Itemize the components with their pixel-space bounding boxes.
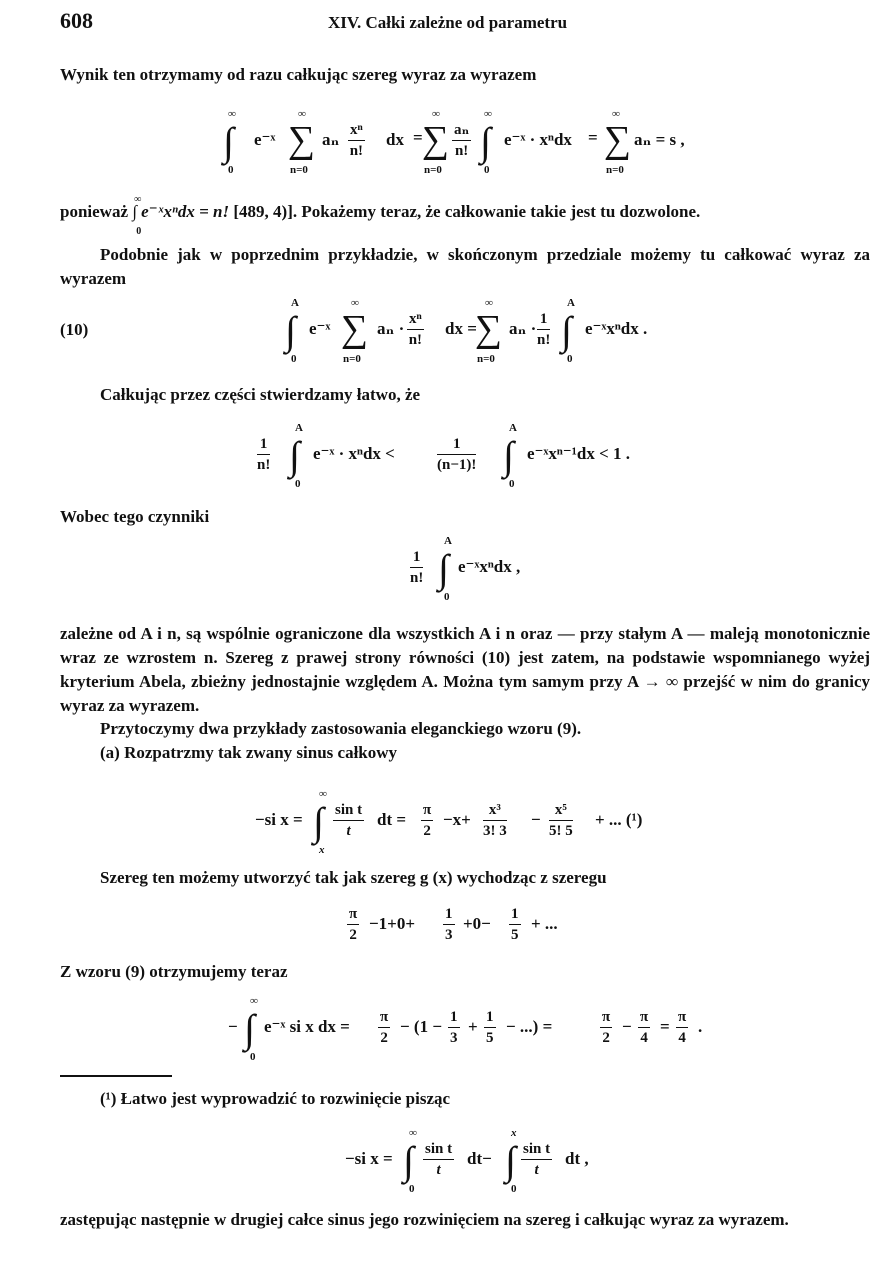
equation-series: $\frac{\pi}{2}$ −1+0+ $\frac{1}{3}$ +0− $\frac{1}{5}$ + ...	[349, 906, 558, 943]
footnote-intro: (¹) Łatwo jest wyprowadzić to rozwinięcie pisząc	[100, 1089, 451, 1108]
paragraph-intro: Wynik ten otrzymamy od razu całkując szereg wyraz za wyrazem	[60, 65, 537, 84]
equation-term-by-term: ∞ ∫ 0 e⁻ˣ ∞ ∑ n=0 aₙ $\frac{\text{xⁿ}}{n!}$ dx = ∞ ∑ n=0 $\frac{\text{aₙ}}{n!}$ ∞ ∫ 0 e⁻ˣ · xⁿdx = ∞ ∑ n=0 aₙ = s ,	[223, 108, 685, 176]
equation-label-10: (10)	[60, 320, 89, 339]
equation-inequality: $\frac{1}{n!}$ A ∫ 0 e⁻ˣ · xⁿdx < $\frac{1}{(n-1)!}$ A ∫ 0 e⁻ˣxⁿ⁻¹dx < 1 .	[257, 422, 631, 490]
paragraph-integration-by-parts: Całkując przez części stwierdzamy łatwo, że	[100, 385, 421, 404]
page-number: 608	[60, 8, 93, 33]
paragraph-formula-9: Z wzoru (9) otrzymujemy teraz	[60, 962, 288, 981]
running-title: XIV. Całki zależne od parametru	[328, 13, 568, 32]
footnote-separator	[60, 1075, 172, 1077]
paragraph-similarly: Podobnie jak w poprzednim przykładzie, w skończonym przedziale możemy tu całkować wyraz za wyrazem	[60, 245, 870, 288]
paragraph-sine-integral: (a) Rozpatrzmy tak zwany sinus całkowy	[100, 743, 398, 762]
paragraph-examples: Przytoczymy dwa przykłady zastosowania eleganckiego wzoru (9).	[100, 719, 582, 738]
equation-result: − ∞ ∫ 0 e⁻ˣ si x dx = $\frac{\pi}{2}$ − (1 − $\frac{1}{3}$ + $\frac{1}{5}$ − ...) = $\frac{\pi}{2}$ − $\frac{\pi}{4}$ = $\frac{\pi}{4}$ .	[228, 995, 703, 1063]
equation-factor: $\frac{1}{n!}$ A ∫ 0 e⁻ˣxⁿdx ,	[410, 535, 521, 603]
footnote-closing: zastępując następnie w drugiej całce sinus jego rozwinięciem na szereg i całkując wyraz za wyrazem.	[60, 1210, 789, 1229]
equation-10: A ∫ 0 e⁻ˣ ∞ ∑ n=0 aₙ · $\frac{\text{xⁿ}}{n!}$ dx = ∞ ∑ n=0 aₙ · $\frac{1}{n!}$ A ∫ 0 e⁻ˣxⁿdx .	[285, 297, 648, 365]
paragraph-since: ponieważ ∞ 0 ∫ e⁻ˣxⁿdx = n! [489, 4)]. Pokażemy teraz, że całkowanie takie jest tu dozwolone.	[60, 194, 701, 237]
paragraph-series-origin: Szereg ten możemy utworzyć tak jak szereg g (x) wychodząc z szeregu	[100, 868, 607, 887]
paragraph-abel: zależne od A i n, są wspólnie ograniczone dla wszystkich A i n oraz — przy stałym A — maleją monotonicznie wraz ze wzrostem n. Szereg z prawej strony równości (10) jest zatem, na podstawie wspomnianego wyżej kryterium Abela, zbieżny jednostajnie względem A. Można tym samym przy A → ∞ przejść w nim do granicy wyraz za wyrazem.	[60, 624, 870, 715]
equation-sine-integral: −si x = ∞ ∫ x $\frac{\text{sin t}}{t}$ dt = $\frac{\pi}{2}$ −x+ $\frac{\text{x³}}{3! 3}$ − $\frac{\text{x⁵}}{5! 5}$ + ... (¹)	[255, 788, 643, 856]
footnote-equation: −si x = ∞ ∫ 0 $\frac{\text{sin t}}{t}$ dt− x ∫ 0 $\frac{\text{sin t}}{t}$ dt ,	[345, 1127, 589, 1195]
paragraph-therefore: Wobec tego czynniki	[60, 507, 210, 526]
